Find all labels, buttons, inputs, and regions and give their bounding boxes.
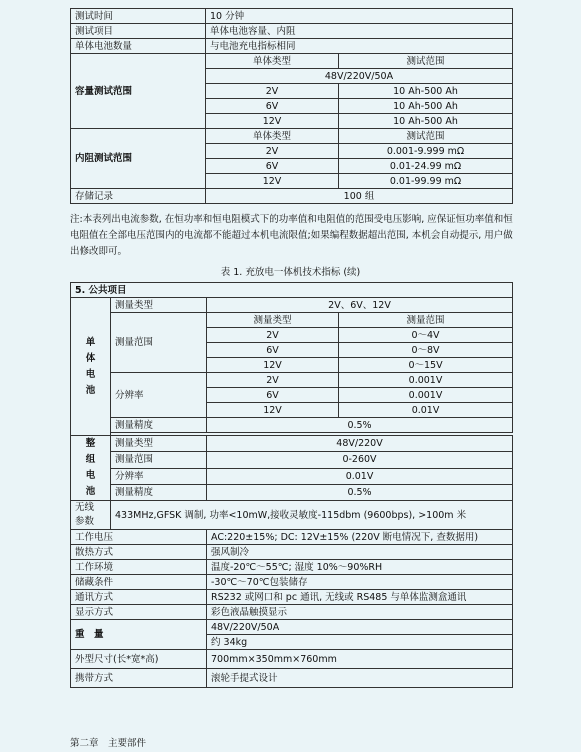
size-value: 700mm×350mm×760mm [207,650,513,669]
spec-label: 显示方式 [71,605,207,620]
capacity-type: 12V [206,114,339,129]
resolution-type: 12V [207,403,339,418]
resistance-header-type: 单体类型 [206,129,339,144]
range-value: 0～4V [339,328,513,343]
single-range-label: 测量范围 [111,313,207,373]
wireless-label: 无线 参数 [71,501,111,530]
resolution-value: 0.001V [339,373,513,388]
single-type-value: 2V、6V、12V [207,298,513,313]
resolution-value: 0.01V [339,403,513,418]
section-title: 5. 公共项目 [71,283,513,298]
table-caption: 表 1. 充放电一体机技术指标 (续) [220,267,361,278]
wireless-value: 433MHz,GFSK 调制, 功率<10mW,接收灵敏度-115dbm (9600bps), >100m 米 [111,501,513,530]
carry-label: 携带方式 [71,669,207,688]
single-accuracy-value: 0.5% [207,418,513,433]
resolution-type: 2V [207,373,339,388]
capacity-range: 10 Ah-500 Ah [339,84,513,99]
spec-value: RS232 或网口和 pc 通讯, 无线或 RS485 与单体监测盒通讯 [207,590,513,605]
spec-label: 工作环境 [71,560,207,575]
capacity-merged: 48V/220V/50A [206,69,513,84]
capacity-type: 2V [206,84,339,99]
group-row-value: 0.5% [207,484,513,500]
resistance-header-range: 测试范围 [339,129,513,144]
resolution-type: 6V [207,388,339,403]
public-spec-table [70,282,513,688]
spec-value: -30℃～70℃包装储存 [207,575,513,590]
resistance-type: 6V [206,159,339,174]
row-label: 测试项目 [71,24,206,39]
group-row-value: 0.01V [207,468,513,484]
row-value: 与电池充电指标相同 [206,39,513,54]
resistance-label: 内阻测试范围 [71,129,206,189]
group-row-value: 48V/220V [207,436,513,452]
group-row-label: 分辨率 [111,468,207,484]
group-battery-label: 整 组 电 池 [71,436,111,501]
group-row-label: 测量范围 [111,452,207,468]
weight-value: 约 34kg [207,635,513,650]
carry-value: 滚轮手提式设计 [207,669,513,688]
capacity-label: 容量测试范围 [71,54,206,129]
range-value: 0～15V [339,358,513,373]
capacity-header-range: 测试范围 [339,54,513,69]
range-header-range: 测量范围 [339,313,513,328]
spec-label: 储藏条件 [71,575,207,590]
resistance-range: 0.01-24.99 mΩ [339,159,513,174]
spec-label: 散热方式 [71,545,207,560]
single-cell-group-label: 单 体 电 池 [71,298,111,436]
row-value: 单体电池容量、内阻 [206,24,513,39]
group-row-value: 0-260V [207,452,513,468]
top-spec-table [70,8,513,204]
resistance-range: 0.001-9.999 mΩ [339,144,513,159]
range-header-type: 测量类型 [207,313,339,328]
weight-model: 48V/220V/50A [207,620,513,635]
row-value: 10 分钟 [206,9,513,24]
chapter-footer: 第二章 主要部件 [70,738,147,749]
spec-value: 彩色液晶触摸显示 [207,605,513,620]
capacity-range: 10 Ah-500 Ah [339,114,513,129]
spec-label: 工作电压 [71,530,207,545]
range-type: 2V [207,328,339,343]
range-value: 0～8V [339,343,513,358]
capacity-type: 6V [206,99,339,114]
resistance-range: 0.01-99.99 mΩ [339,174,513,189]
size-label: 外型尺寸(长*宽*高) [71,650,207,669]
resistance-type: 12V [206,174,339,189]
range-type: 12V [207,358,339,373]
single-type-label: 测量类型 [111,298,207,313]
single-accuracy-label: 测量精度 [111,418,207,433]
storage-value: 100 组 [206,189,513,204]
row-label: 单体电池数量 [71,39,206,54]
storage-label: 存储记录 [71,189,206,204]
resolution-value: 0.001V [339,388,513,403]
table-note: 注:本表列出电流参数, 在恒功率和恒电阻模式下的功率值和电阻值的范围受电压影响, 应保证恒功率值和恒电阻值在全部电压范围内的电流都不能超过本机电流限值;如果编程数据超出范围, 本机会自动提示, 用户做出修改即可。 [70,214,513,257]
single-resolution-label: 分辨率 [111,373,207,418]
range-type: 6V [207,343,339,358]
capacity-range: 10 Ah-500 Ah [339,99,513,114]
spec-label: 通讯方式 [71,590,207,605]
spec-value: AC:220±15%; DC: 12V±15% (220V 断电情况下, 查数据用) [207,530,513,545]
spec-value: 温度-20℃～55℃; 湿度 10%～90%RH [207,560,513,575]
capacity-header-type: 单体类型 [206,54,339,69]
group-row-label: 测量精度 [111,484,207,500]
resistance-type: 2V [206,144,339,159]
spec-value: 强风制冷 [207,545,513,560]
row-label: 测试时间 [71,9,206,24]
group-row-label: 测量类型 [111,436,207,452]
weight-label: 重 量 [71,620,207,650]
